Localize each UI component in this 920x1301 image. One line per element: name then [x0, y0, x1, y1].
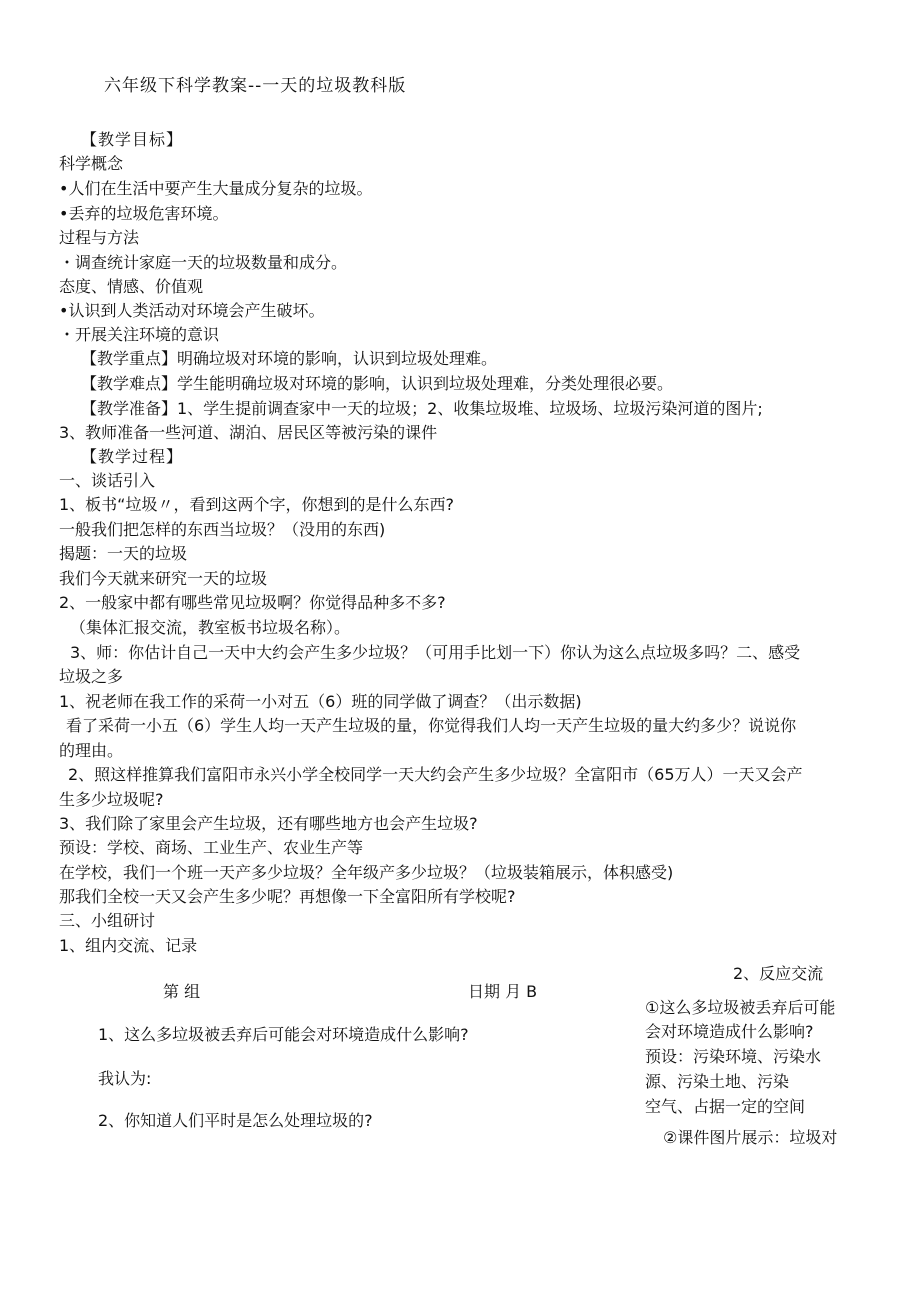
body-line: 预设：学校、商场、工业生产、农业生产等 [59, 838, 364, 857]
body-line: 3、我们除了家里会产生垃圾，还有哪些地方也会产生垃圾? [59, 814, 478, 833]
worksheet-question-2: 2、你知道人们平时是怎么处理垃圾的? [98, 1111, 373, 1130]
worksheet-group-field: 第 组 [163, 982, 201, 1001]
body-line: 垃圾之多 [59, 667, 124, 686]
body-line: 1、祝老师在我工作的采荷一小对五（6）班的同学做了调查？（出示数据) [59, 692, 582, 711]
body-line: 2、照这样推算我们富阳市永兴小学全校同学一天大约会产生多少垃圾？全富阳市（65万人）一天又会产 [68, 765, 803, 784]
worksheet-question-1: 1、这么多垃圾被丢弃后可能会对环境造成什么影响? [98, 1025, 469, 1044]
worksheet-date-field: 日期 月 B [468, 982, 538, 1001]
bullet-line: ・开展关注环境的意识 [59, 325, 220, 344]
bullet-line: •丢弃的垃圾危害环境。 [59, 204, 229, 223]
body-line: 的理由。 [59, 741, 124, 760]
worksheet-answer-prompt: 我认为: [98, 1069, 152, 1088]
preparation-line-cont: 3、教师准备一些河道、湖泊、居民区等被污染的课件 [59, 423, 438, 442]
subheading-method: 过程与方法 [59, 228, 140, 247]
subheading-attitude: 态度、情感、价值观 [59, 277, 204, 296]
body-line: 1、组内交流、记录 [59, 936, 198, 955]
section-heading-process: 【教学过程】 [81, 447, 184, 466]
body-line: （集体汇报交流，教室板书垃圾名称）。 [70, 618, 351, 637]
body-line: 那我们全校一天又会产生多少呢？再想像一下全富阳所有学校呢? [59, 887, 516, 906]
body-line: 2、一般家中都有哪些常见垃圾啊？你觉得品种多不多? [59, 593, 446, 612]
side-line: 空气、占据一定的空间 [645, 1097, 806, 1116]
bullet-line: •认识到人类活动对环境会产生破坏。 [59, 301, 325, 320]
side-line: 预设：污染环境、污染水 [645, 1047, 822, 1066]
preparation-line: 【教学准备】1、学生提前调查家中一天的垃圾；2、收集垃圾堆、垃圾场、垃圾污染河道的图片; [81, 399, 763, 418]
body-line: 我们今天就来研究一天的垃圾 [59, 569, 268, 588]
section-heading-goals: 【教学目标】 [81, 130, 184, 149]
side-line: 会对环境造成什么影响? [645, 1022, 814, 1041]
doc-title: 六年级下科学教案--一天的垃圾教科版 [104, 76, 407, 96]
side-line: ①这么多垃圾被丢弃后可能 [645, 998, 836, 1017]
body-line: 在学校，我们一个班一天产多少垃圾？全年级产多少垃圾？（垃圾装箱展示，体积感受) [59, 863, 674, 882]
body-line: 看了采荷一小五（6）学生人均一天产生垃圾的量，你觉得我们人均一天产生垃圾的量大约多少？说说你 [66, 716, 797, 735]
part-heading: 三、小组研讨 [59, 911, 156, 930]
body-line: 生多少垃圾呢? [59, 790, 164, 809]
side-line: ②课件图片展示：垃圾对 [663, 1128, 838, 1147]
bullet-line: ・调查统计家庭一天的垃圾数量和成分。 [59, 253, 348, 272]
bullet-line: •人们在生活中要产生大量成分复杂的垃圾。 [59, 179, 373, 198]
body-line: 3、师：你估计自己一天中大约会产生多少垃圾？（可用手比划一下）你认为这么点垃圾多吗？二、感受 [70, 643, 801, 662]
side-line: 源、污染土地、污染 [645, 1072, 790, 1091]
body-line: 1、板书“垃圾〃，看到这两个字，你想到的是什么东西? [59, 495, 454, 514]
part-heading: 一、谈话引入 [59, 471, 156, 490]
body-line: 揭题：一天的垃圾 [59, 544, 188, 563]
key-point-line: 【教学重点】明确垃圾对环境的影响，认识到垃圾处理难。 [81, 349, 498, 368]
subheading-concept: 科学概念 [59, 154, 124, 173]
body-line: 一般我们把怎样的东西当垃圾？（没用的东西) [59, 520, 386, 539]
side-heading: 2、反应交流 [733, 964, 824, 983]
difficulty-line: 【教学难点】学生能明确垃圾对环境的影响，认识到垃圾处理难，分类处理很必要。 [81, 374, 674, 393]
